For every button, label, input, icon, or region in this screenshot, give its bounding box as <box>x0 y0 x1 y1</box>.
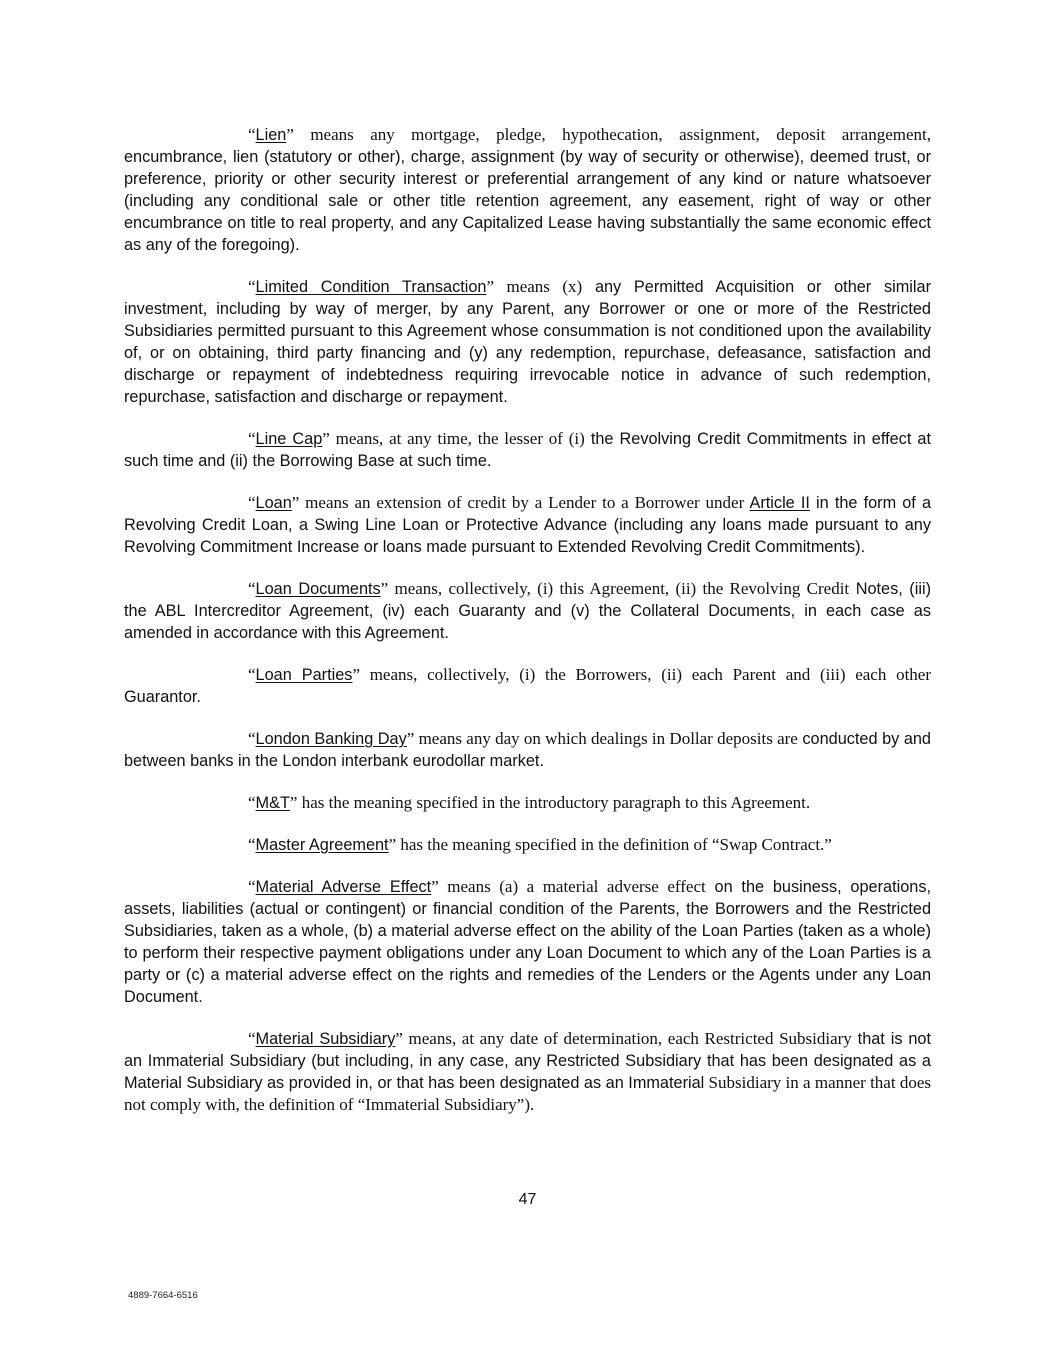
defined-term: Loan <box>255 494 292 512</box>
definition-lead: ” means (a) a material adverse effect <box>431 877 706 896</box>
defined-term: Loan Parties <box>255 666 353 684</box>
definition-lead: ” means (x) <box>486 277 583 296</box>
page-number: 47 <box>518 1191 537 1208</box>
definition-material-adverse-effect: “Material Adverse Effect” means (a) a material adverse effect on the business, operations, assets, liabilities (actual or contingent) or financial condition of the Parents, the Borrowers and the Restricted Subsidiaries, taken as a whole, (b) a material adverse effect on the ability of the Loan Parties (taken as a whole) to perform their respective payment obligations under any Loan Document to which any of the Loan Parties is a party or (c) a material adverse effect on the rights and remedies of the Lenders or the Agents under any Loan Document. <box>124 877 931 1006</box>
definition-body: Notes, (iii) the ABL Intercreditor Agreement, (iv) each Guaranty and (v) the Collateral Documents, in each case as amended in accordance with this Agreement. <box>124 580 931 642</box>
defined-term: M&T <box>255 794 290 812</box>
definition-limited-condition-transaction: “Limited Condition Transaction” means (x) any Permitted Acquisition or other similar investment, including by way of merger, by any Parent, any Borrower or one or more of the Restricted Subsidiaries permitted pursuant to this Agreement whose consummation is not conditioned upon the availability of, or on obtaining, third party financing and (y) any redemption, repurchase, defeasance, satisfaction and discharge or repayment of indebtedness requiring irrevocable notice in advance of such redemption, repurchase, satisfaction and discharge or repayment. <box>124 277 931 406</box>
defined-term: London Banking Day <box>255 730 407 748</box>
definition-material-subsidiary: “Material Subsidiary” means, at any date of determination, each Restricted Subsidiary that is not an Immaterial Subsidiary (but including, in any case, any Restricted Subsidiary that has been designated as a Material Subsidiary as provided in, or that has been designated as an Immaterial Subsidiary in a manner that does not comply with, the definition of “Immaterial Subsidiary”). <box>124 1029 931 1114</box>
defined-term: Lien <box>255 126 287 144</box>
definition-lead: ” has the meaning specified in the introductory paragraph to this Agreement. <box>289 793 811 812</box>
definition-london-banking-day: “London Banking Day” means any day on which dealings in Dollar deposits are conducted by and between banks in the London interbank eurodollar market. <box>124 729 931 770</box>
definition-body: conducted by and between banks in the London interbank eurodollar market. <box>124 730 931 770</box>
definition-lead: ” means any day on which dealings in Dollar deposits are <box>406 729 798 748</box>
definition-lead: ” means, collectively, (i) the Borrowers, (ii) each Parent and (iii) each other <box>352 665 931 684</box>
definition-body: Guarantor. <box>124 688 201 706</box>
document-id: 4889-7664-6516 <box>128 1290 198 1301</box>
definition-lead: ” means an extension of credit by a Lender to a Borrower under <box>291 493 745 512</box>
definition-lien: “Lien” means any mortgage, pledge, hypothecation, assignment, deposit arrangement, encumbrance, lien (statutory or other), charge, assignment (by way of security or otherwise), deemed trust, or preference, priority or other security interest or preferential arrangement of any kind or nature whatsoever (including any conditional sale or other title retention agreement, any easement, right of way or other encumbrance on title to real property, and any Capitalized Lease having substantially the same economic effect as any of the foregoing). <box>124 125 931 254</box>
definition-line-cap: “Line Cap” means, at any time, the lesser of (i) the Revolving Credit Commitments in effect at such time and (ii) the Borrowing Base at such time. <box>124 429 931 470</box>
defined-term: Limited Condition Transaction <box>255 278 487 296</box>
definition-loan-parties: “Loan Parties” means, collectively, (i) the Borrowers, (ii) each Parent and (iii) each other Guarantor. <box>124 665 931 706</box>
definition-lead: ” means, collectively, (i) this Agreement, (ii) the Revolving Credit <box>380 579 850 598</box>
definition-body: on the business, operations, assets, liabilities (actual or contingent) or financial condition of the Parents, the Borrowers and the Restricted Subsidiaries, taken as a whole, (b) a material adverse effect on the ability of the Loan Parties (taken as a whole) to perform their respective payment obligations under any Loan Document to which any of the Loan Parties is a party or (c) a material adverse effect on the rights and remedies of the Lenders or the Agents under any Loan Document. <box>124 878 931 1006</box>
definition-body: that is not an Immaterial Subsidiary (but including, in any case, any Restricted Subsidiary that has been designated as a Material Subsidiary as provided in, or that has been designated as an Immaterial <box>124 1030 931 1092</box>
definition-body: in the form of a Revolving Credit Loan, a Swing Line Loan or Protective Advance (including any loans made pursuant to any Revolving Commitment Increase or loans made pursuant to Extended Revolving Credit Commitments). <box>124 494 932 556</box>
definition-lead: ” means, at any date of determination, each Restricted Subsidiary <box>395 1029 852 1048</box>
definition-loan-documents: “Loan Documents” means, collectively, (i) this Agreement, (ii) the Revolving Credit Notes, (iii) the ABL Intercreditor Agreement, (iv) each Guaranty and (v) the Collateral Documents, in each case as amended in accordance with this Agreement. <box>124 579 931 642</box>
definition-body: any Permitted Acquisition or other similar investment, including by way of merger, by any Parent, any Borrower or one or more of the Restricted Subsidiaries permitted pursuant to this Agreement whose consummation is not conditioned upon the availability of, or on obtaining, third party financing and (y) any redemption, repurchase, defeasance, satisfaction and discharge or repayment of indebtedness requiring irrevocable notice in advance of such redemption, repurchase, satisfaction and discharge or repayment. <box>124 278 931 406</box>
definition-tail: Subsidiary in a manner that does not comply with, the definition of “Immaterial Subsidiary”). <box>124 1073 931 1114</box>
definition-body: the Revolving Credit Commitments in effect at such time and (ii) the Borrowing Base at such time. <box>124 430 931 470</box>
definition-body: encumbrance, lien (statutory or other), charge, assignment (by way of security or otherwise), deemed trust, or preference, priority or other security interest or preferential arrangement of any kind or nature whatsoever (including any conditional sale or other title retention agreement, any easement, right of way or other encumbrance on title to real property, and any Capitalized Lease having substantially the same economic effect as any of the foregoing). <box>124 148 931 254</box>
definition-master-agreement: “Master Agreement” has the meaning specified in the definition of “Swap Contract.” <box>248 835 832 854</box>
defined-term: Material Subsidiary <box>255 1030 396 1048</box>
defined-term: Material Adverse Effect <box>255 878 432 896</box>
definition-lead: ” means, at any time, the lesser of (i) <box>322 429 585 448</box>
article-reference: Article II <box>749 494 810 512</box>
definition-mt: “M&T” has the meaning specified in the introductory paragraph to this Agreement. <box>248 793 811 812</box>
defined-term: Line Cap <box>255 430 323 448</box>
definition-lead: ” means any mortgage, pledge, hypothecation, assignment, deposit arrangement, <box>286 125 931 144</box>
definitions-list <box>124 124 931 1136</box>
defined-term: Master Agreement <box>255 836 389 854</box>
definition-lead: ” has the meaning specified in the definition of “Swap Contract.” <box>388 835 832 854</box>
definition-loan: “Loan” means an extension of credit by a Lender to a Borrower under Article II in the form of a Revolving Credit Loan, a Swing Line Loan or Protective Advance (including any loans made pursuant to any Revolving Commitment Increase or loans made pursuant to Extended Revolving Credit Commitments). <box>124 493 932 556</box>
defined-term: Loan Documents <box>255 580 381 598</box>
